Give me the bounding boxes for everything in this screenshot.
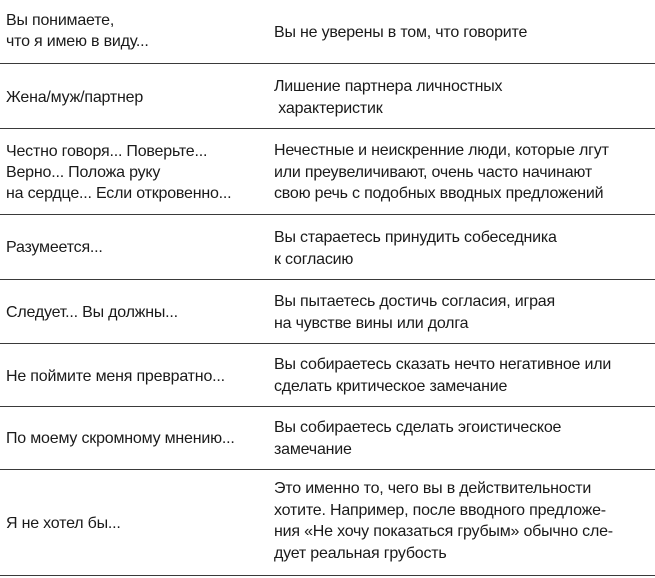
meaning-line: характеристик: [274, 99, 383, 117]
phrase-cell: [6, 366, 268, 387]
phrase-line: Следует... Вы должны...: [6, 304, 178, 321]
table-row: [0, 129, 655, 215]
meaning-line: Лишение партнера личностных: [274, 78, 503, 95]
table-row: [0, 215, 655, 280]
phrase-cell: [6, 302, 268, 323]
phrase-line: По моему скромному мнению...: [6, 430, 235, 447]
meaning-cell: [274, 478, 652, 564]
phrase-line: Жена/муж/партнер: [6, 89, 144, 106]
phrase-line: Я не хотел бы...: [6, 515, 121, 532]
phrase-line: что я имею в виду...: [6, 33, 149, 50]
phrase-line: Разумеется...: [6, 239, 103, 256]
phrase-cell: [6, 513, 268, 534]
phrase-line: Вы понимаете,: [6, 12, 115, 29]
table-row: [0, 64, 655, 129]
phrase-line: на сердце... Если откровенно...: [6, 185, 232, 202]
phrase-cell: [6, 87, 268, 108]
meaning-line: сделать критическое замечание: [274, 377, 508, 395]
table-row: [0, 280, 655, 344]
meaning-cell: [274, 22, 652, 44]
meaning-cell: [274, 140, 652, 205]
table-row: [0, 0, 655, 64]
meaning-line: к согласию: [274, 250, 354, 268]
meaning-cell: [274, 291, 652, 334]
meaning-line: Вы стараетесь принудить собеседника: [274, 229, 557, 246]
table-row: [0, 470, 655, 576]
phrase-line: Верно... Положа руку: [6, 164, 161, 181]
phrase-cell: [6, 10, 268, 52]
phrase-cell: [6, 237, 268, 258]
phrase-cell: [6, 428, 268, 449]
meaning-line: ния «Не хочу показаться грубым» обычно сле-: [274, 523, 613, 540]
table-row: [0, 407, 655, 470]
meaning-line: Вы не уверены в том, что говорите: [274, 24, 528, 41]
phrase-line: Не поймите меня превратно...: [6, 368, 225, 385]
phrase-cell: [6, 141, 268, 204]
meaning-cell: [274, 227, 652, 270]
meaning-line: свою речь с подобных вводных предложений: [274, 185, 604, 202]
meaning-line: Вы пытаетесь достичь согласия, играя: [274, 293, 555, 310]
meaning-line: хотите. Например, после вводного предложе-: [274, 501, 606, 519]
meaning-line: или преувеличивают, очень часто начинают: [274, 163, 592, 181]
meaning-line: Это именно то, чего вы в действительности: [274, 480, 592, 497]
meaning-line: Вы собираетесь сказать нечто негативное или: [274, 356, 612, 373]
meaning-line: Вы собираетесь сделать эгоистическое: [274, 419, 562, 436]
meaning-line: Нечестные и неискренние люди, которые лгут: [274, 142, 609, 159]
meaning-cell: [274, 76, 652, 119]
phrase-line: Честно говоря... Поверьте...: [6, 143, 208, 160]
meaning-line: на чувстве вины или долга: [274, 314, 469, 332]
meaning-line: дует реальная грубость: [274, 544, 447, 562]
meaning-cell: [274, 417, 652, 460]
meaning-cell: [274, 354, 652, 397]
meaning-line: замечание: [274, 440, 352, 458]
table-row: [0, 344, 655, 407]
